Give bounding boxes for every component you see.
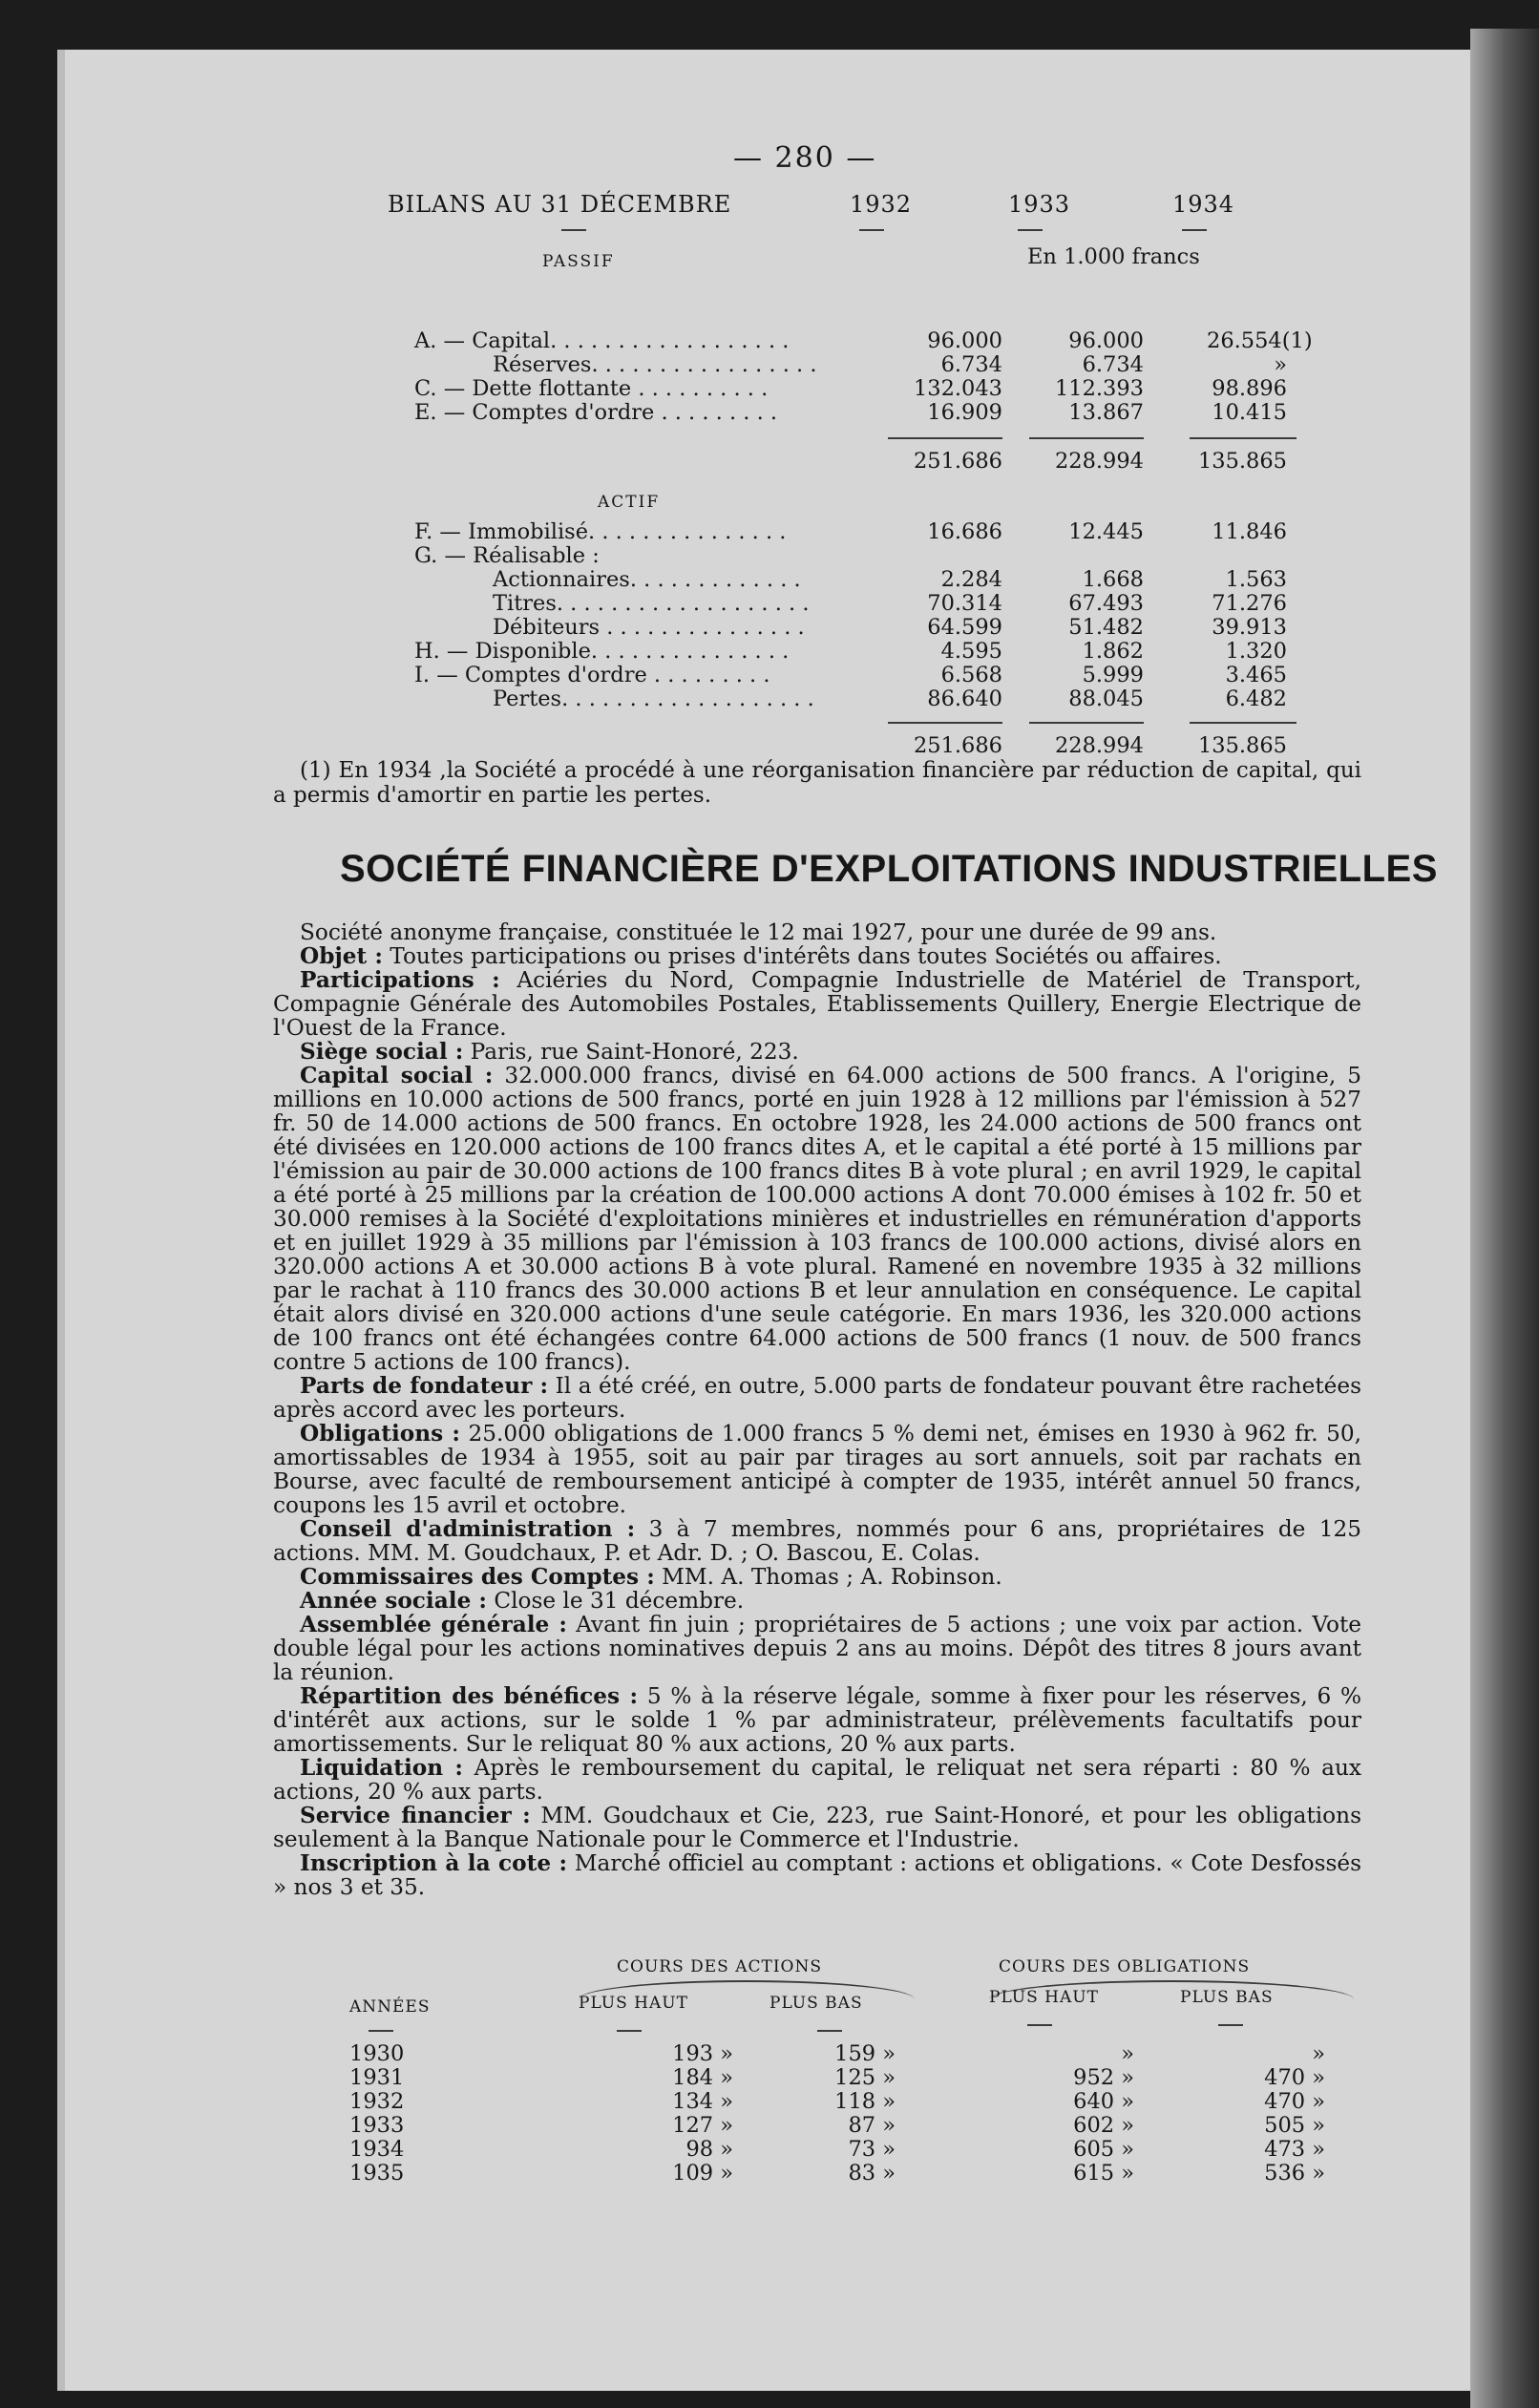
balance-value: 1.862 (1082, 639, 1144, 664)
year-cell: 1933 (349, 2113, 405, 2138)
paragraph-text: Marché officiel au comptant : actions et obligations. « Cote Desfossés » nos 3 et 35. (273, 1850, 1361, 1900)
description-paragraph (273, 944, 1361, 968)
price-cell: 184 » (672, 2065, 733, 2090)
balance-value: 6.734 (940, 352, 1002, 377)
balance-row-label: G. — Réalisable : (414, 543, 600, 568)
year-header: 1933 (1008, 191, 1071, 218)
dash (617, 2030, 642, 2032)
balance-value: 3.465 (1225, 663, 1287, 687)
balance-value: 67.493 (1068, 591, 1144, 616)
year-cell: 1932 (349, 2089, 405, 2114)
balance-row-label: F. — Immobilisé. . . . . . . . . . . . . . . (414, 519, 787, 544)
paragraph-label: Service financier : (300, 1803, 531, 1828)
paragraph-text: Aciéries du Nord, Compagnie Industrielle de Matériel de Transport, Compagnie Générale des Automobiles Postales, Etablissements Quillery, Energie Electrique de l'Ouest de la France. (273, 967, 1361, 1041)
description-paragraph (273, 1040, 1361, 1064)
price-cell: 87 » (848, 2113, 896, 2138)
page-edge (1470, 29, 1539, 2408)
balance-row-label: I. — Comptes d'ordre . . . . . . . . . (414, 663, 770, 687)
paragraph-label: Obligations : (300, 1421, 460, 1447)
description-paragraph (273, 1613, 1361, 1684)
price-cell: 470 » (1264, 2065, 1325, 2090)
balance-value: 1.563 (1225, 567, 1287, 592)
balance-value: 5.999 (1082, 663, 1144, 687)
balance-row-label: Titres. . . . . . . . . . . . . . . . . . . (493, 591, 810, 616)
price-cell: 159 » (834, 2041, 896, 2066)
paragraph-text: MM. Goudchaux et Cie, 223, rue Saint-Honoré, et pour les obligations seulement à la Banque Nationale pour le Commerce et l'Industrie. (273, 1803, 1361, 1852)
total-rule (1190, 722, 1297, 724)
description-paragraph (273, 1374, 1361, 1422)
paragraph-label: Conseil d'administration : (300, 1516, 636, 1542)
page (57, 50, 1470, 2391)
dash (1218, 2024, 1243, 2026)
balance-value: 98.896 (1212, 376, 1287, 401)
balance-total: 251.686 (913, 733, 1002, 758)
price-cell: 640 » (1073, 2089, 1134, 2114)
footnote (273, 758, 1361, 808)
balance-value: 16.686 (927, 519, 1002, 544)
year-header: 1934 (1172, 191, 1235, 218)
dash (1018, 229, 1043, 231)
balance-row-label: C. — Dette flottante . . . . . . . . . . (414, 376, 769, 401)
paragraph-label: Répartition des bénéfices : (300, 1683, 639, 1709)
dash (561, 229, 586, 231)
balance-value: 112.393 (1054, 376, 1144, 401)
paragraph-label: Commissaires des Comptes : (300, 1564, 655, 1590)
dash (1027, 2024, 1052, 2026)
balance-value: 132.043 (913, 376, 1002, 401)
paragraph-label: Liquidation : (300, 1755, 463, 1781)
balance-value: 71.276 (1212, 591, 1287, 616)
cours-actions-header: COURS DES ACTIONS (617, 1957, 823, 1976)
year-header: 1932 (850, 191, 913, 218)
price-cell: 602 » (1073, 2113, 1134, 2138)
paragraph-text: Paris, rue Saint-Honoré, 223. (463, 1039, 799, 1065)
balance-value: 96.000 (1068, 328, 1144, 353)
total-rule (1029, 437, 1144, 439)
price-cell: 605 » (1073, 2137, 1134, 2162)
balance-value: 13.867 (1068, 400, 1144, 425)
balance-total: 228.994 (1054, 449, 1144, 474)
price-cell: 470 » (1264, 2089, 1325, 2114)
paragraph-text: Après le remboursement du capital, le reliquat net sera réparti : 80 % aux actions, 20 % aux parts. (273, 1755, 1361, 1805)
year-cell: 1934 (349, 2137, 405, 2162)
page-content (65, 50, 1470, 2391)
price-cell: 73 » (848, 2137, 896, 2162)
total-rule (888, 437, 1002, 439)
balance-value: 6.482 (1225, 686, 1287, 711)
paragraph-text: MM. A. Thomas ; A. Robinson. (654, 1564, 1002, 1590)
dash (369, 2030, 393, 2032)
dash (859, 229, 884, 231)
balance-value: 2.284 (940, 567, 1002, 592)
balance-value: 6.734 (1082, 352, 1144, 377)
balance-value: 64.599 (927, 615, 1002, 640)
balance-row-label: H. — Disponible. . . . . . . . . . . . . . . (414, 639, 790, 664)
plus-haut-obligations-header: PLUS HAUT (989, 1988, 1099, 2007)
annees-header: ANNÉES (349, 1997, 431, 2017)
balance-value: 12.445 (1068, 519, 1144, 544)
bilans-title: BILANS AU 31 DÉCEMBRE (388, 191, 732, 218)
balance-total: 135.865 (1197, 449, 1287, 474)
balance-row-label: Réserves. . . . . . . . . . . . . . . . . (493, 352, 817, 377)
description-paragraph (273, 920, 1361, 944)
balance-value: 96.000 (927, 328, 1002, 353)
balance-row-label: Actionnaires. . . . . . . . . . . . . (493, 567, 801, 592)
price-cell: 505 » (1264, 2113, 1325, 2138)
balance-total: 228.994 (1054, 733, 1144, 758)
balance-value: 6.568 (940, 663, 1002, 687)
price-cell: » (1121, 2041, 1134, 2066)
paragraph-text: Toutes participations ou prises d'intérêts dans toutes Sociétés ou affaires. (382, 943, 1222, 969)
description-paragraph (273, 1589, 1361, 1613)
price-cell: 134 » (672, 2089, 733, 2114)
balance-value: 1.320 (1225, 639, 1287, 664)
plus-haut-actions-header: PLUS HAUT (579, 1994, 688, 2013)
price-cell: » (1312, 2041, 1325, 2066)
description-paragraph (273, 1565, 1361, 1589)
balance-value: 16.909 (927, 400, 1002, 425)
plus-bas-actions-header: PLUS BAS (770, 1994, 863, 2013)
description-paragraph (273, 1517, 1361, 1565)
balance-total: 135.865 (1197, 733, 1287, 758)
description-paragraph (273, 1684, 1361, 1756)
paragraph-text: 5 % à la réserve légale, somme à fixer pour les réserves, 6 % d'intérêt aux actions, sur le solde 1 % par administrateur, prélèvements facultatifs pour amortissements. Sur le reliquat 80 % aux actions, 20 % aux parts. (273, 1683, 1362, 1757)
price-cell: 193 » (672, 2041, 733, 2066)
balance-value: 11.846 (1212, 519, 1287, 544)
balance-value: 26.554(1) (1207, 328, 1313, 353)
total-rule (1029, 722, 1144, 724)
balance-total: 251.686 (913, 449, 1002, 474)
price-cell: 118 » (834, 2089, 896, 2114)
paragraph-label: Objet : (300, 943, 383, 969)
paragraph-text: Avant fin juin ; propriétaires de 5 actions ; une voix par action. Vote double légal pour les actions nominatives depuis 2 ans au moins. Dépôt des titres 8 jours avant la réunion. (273, 1612, 1361, 1685)
description-paragraph (273, 1804, 1361, 1851)
cours-obligations-header: COURS DES OBLIGATIONS (999, 1957, 1251, 1976)
paragraph-label: Assemblée générale : (300, 1612, 567, 1637)
company-title: SOCIÉTÉ FINANCIÈRE D'EXPLOITATIONS INDUSTRIELLES (340, 848, 1438, 890)
dash (1182, 229, 1207, 231)
company-description (273, 920, 1361, 1899)
description-paragraph (273, 1851, 1361, 1899)
page-number: — 280 — (733, 141, 877, 175)
balance-value: 88.045 (1068, 686, 1144, 711)
balance-value: 86.640 (927, 686, 1002, 711)
balance-value: » (1274, 352, 1287, 377)
balance-value: 51.482 (1068, 615, 1144, 640)
balance-value: 4.595 (940, 639, 1002, 664)
description-paragraph (273, 1064, 1361, 1374)
paragraph-text: Close le 31 décembre. (486, 1588, 745, 1614)
total-rule (1190, 437, 1297, 439)
balance-value: 70.314 (927, 591, 1002, 616)
description-paragraph (273, 1756, 1361, 1804)
paragraph-label: Inscription à la cote : (300, 1850, 568, 1876)
plus-bas-obligations-header: PLUS BAS (1180, 1988, 1274, 2007)
paragraph-label: Participations : (300, 967, 500, 993)
price-cell: 952 » (1073, 2065, 1134, 2090)
price-cell: 127 » (672, 2113, 733, 2138)
price-cell: 98 » (685, 2137, 733, 2162)
paragraph-text: Il a été créé, en outre, 5.000 parts de fondateur pouvant être rachetées après accord avec les porteurs. (273, 1373, 1361, 1423)
price-cell: 83 » (848, 2161, 896, 2186)
paragraph-text: 32.000.000 francs, divisé en 64.000 actions de 500 francs. A l'origine, 5 millions en 10.000 actions de 500 francs, porté en juin 1928 à 12 millions par l'émission à 527 fr. 50 de 14.000 actions de 500 francs. En octobre 1928, les 24.000 actions de 500 francs ont été divisées en 120.000 actions de 100 francs dites A, et le capital a été porté à 15 millions par l'émission au pair de 30.000 actions de 100 francs dites B à vote plural ; en avril 1929, le capital a été porté à 25 millions par la création de 100.000 actions A dont 70.000 émises à 102 fr. 50 et 30.000 remises à la Société d'exploitations minières et industrielles en rémunération d'apports et en juillet 1929 à 35 millions par l'émission à 103 francs de 100.000 actions, divisé alors en 320.000 actions A et 30.000 actions B à vote plural. Ramené en novembre 1935 à 32 millions par le rachat à 110 francs des 30.000 actions B et leur annulation en conséquence. Le capital était alors divisé en 320.000 actions d'une seule catégorie. En mars 1936, les 320.000 actions de 100 francs ont été échangées contre 64.000 actions de 500 francs (1 nouv. de 500 francs contre 5 actions de 100 francs). (273, 1063, 1362, 1375)
unit-label: En 1.000 francs (1027, 244, 1200, 269)
paragraph-label: Parts de fondateur : (300, 1373, 549, 1399)
description-paragraph (273, 968, 1361, 1040)
balance-row-label: Pertes. . . . . . . . . . . . . . . . . . . (493, 686, 814, 711)
year-cell: 1930 (349, 2041, 405, 2066)
balance-value: 1.668 (1082, 567, 1144, 592)
total-rule (888, 722, 1002, 724)
paragraph-label: Année sociale : (300, 1588, 487, 1614)
price-cell: 109 » (672, 2161, 733, 2186)
price-cell: 125 » (834, 2065, 896, 2090)
year-cell: 1935 (349, 2161, 405, 2186)
paragraph-label: Siège social : (300, 1039, 464, 1065)
year-cell: 1931 (349, 2065, 405, 2090)
price-cell: 536 » (1264, 2161, 1325, 2186)
footnote-text: (1) En 1934 ,la Société a procédé à une réorganisation financière par réduction de capital, qui a permis d'amortir en partie les pertes. (273, 758, 1361, 808)
paragraph-text: Société anonyme française, constituée le 12 mai 1927, pour une durée de 99 ans. (300, 919, 1217, 945)
balance-row-label: Débiteurs . . . . . . . . . . . . . . . (493, 615, 805, 640)
balance-row-label: A. — Capital. . . . . . . . . . . . . . . . . . (414, 328, 790, 353)
price-cell: 615 » (1073, 2161, 1134, 2186)
dash (817, 2030, 842, 2032)
paragraph-label: Capital social : (300, 1063, 494, 1088)
actif-heading: ACTIF (598, 493, 661, 512)
paragraph-text: 3 à 7 membres, nommés pour 6 ans, propriétaires de 125 actions. MM. M. Goudchaux, P. et Adr. D. ; O. Bascou, E. Colas. (273, 1516, 1361, 1566)
balance-value: 10.415 (1212, 400, 1287, 425)
paragraph-text: 25.000 obligations de 1.000 francs 5 % demi net, émises en 1930 à 962 fr. 50, amortissables de 1934 à 1955, soit au pair par tirages au sort annuels, soit par rachats en Bourse, avec faculté de remboursement anticipé à compter de 1935, intérêt annuel 50 francs, coupons les 15 avril et octobre. (273, 1421, 1361, 1518)
price-cell: 473 » (1264, 2137, 1325, 2162)
balance-value: 39.913 (1212, 615, 1287, 640)
passif-heading: PASSIF (542, 252, 615, 271)
description-paragraph (273, 1422, 1361, 1517)
balance-row-label: E. — Comptes d'ordre . . . . . . . . . (414, 400, 778, 425)
